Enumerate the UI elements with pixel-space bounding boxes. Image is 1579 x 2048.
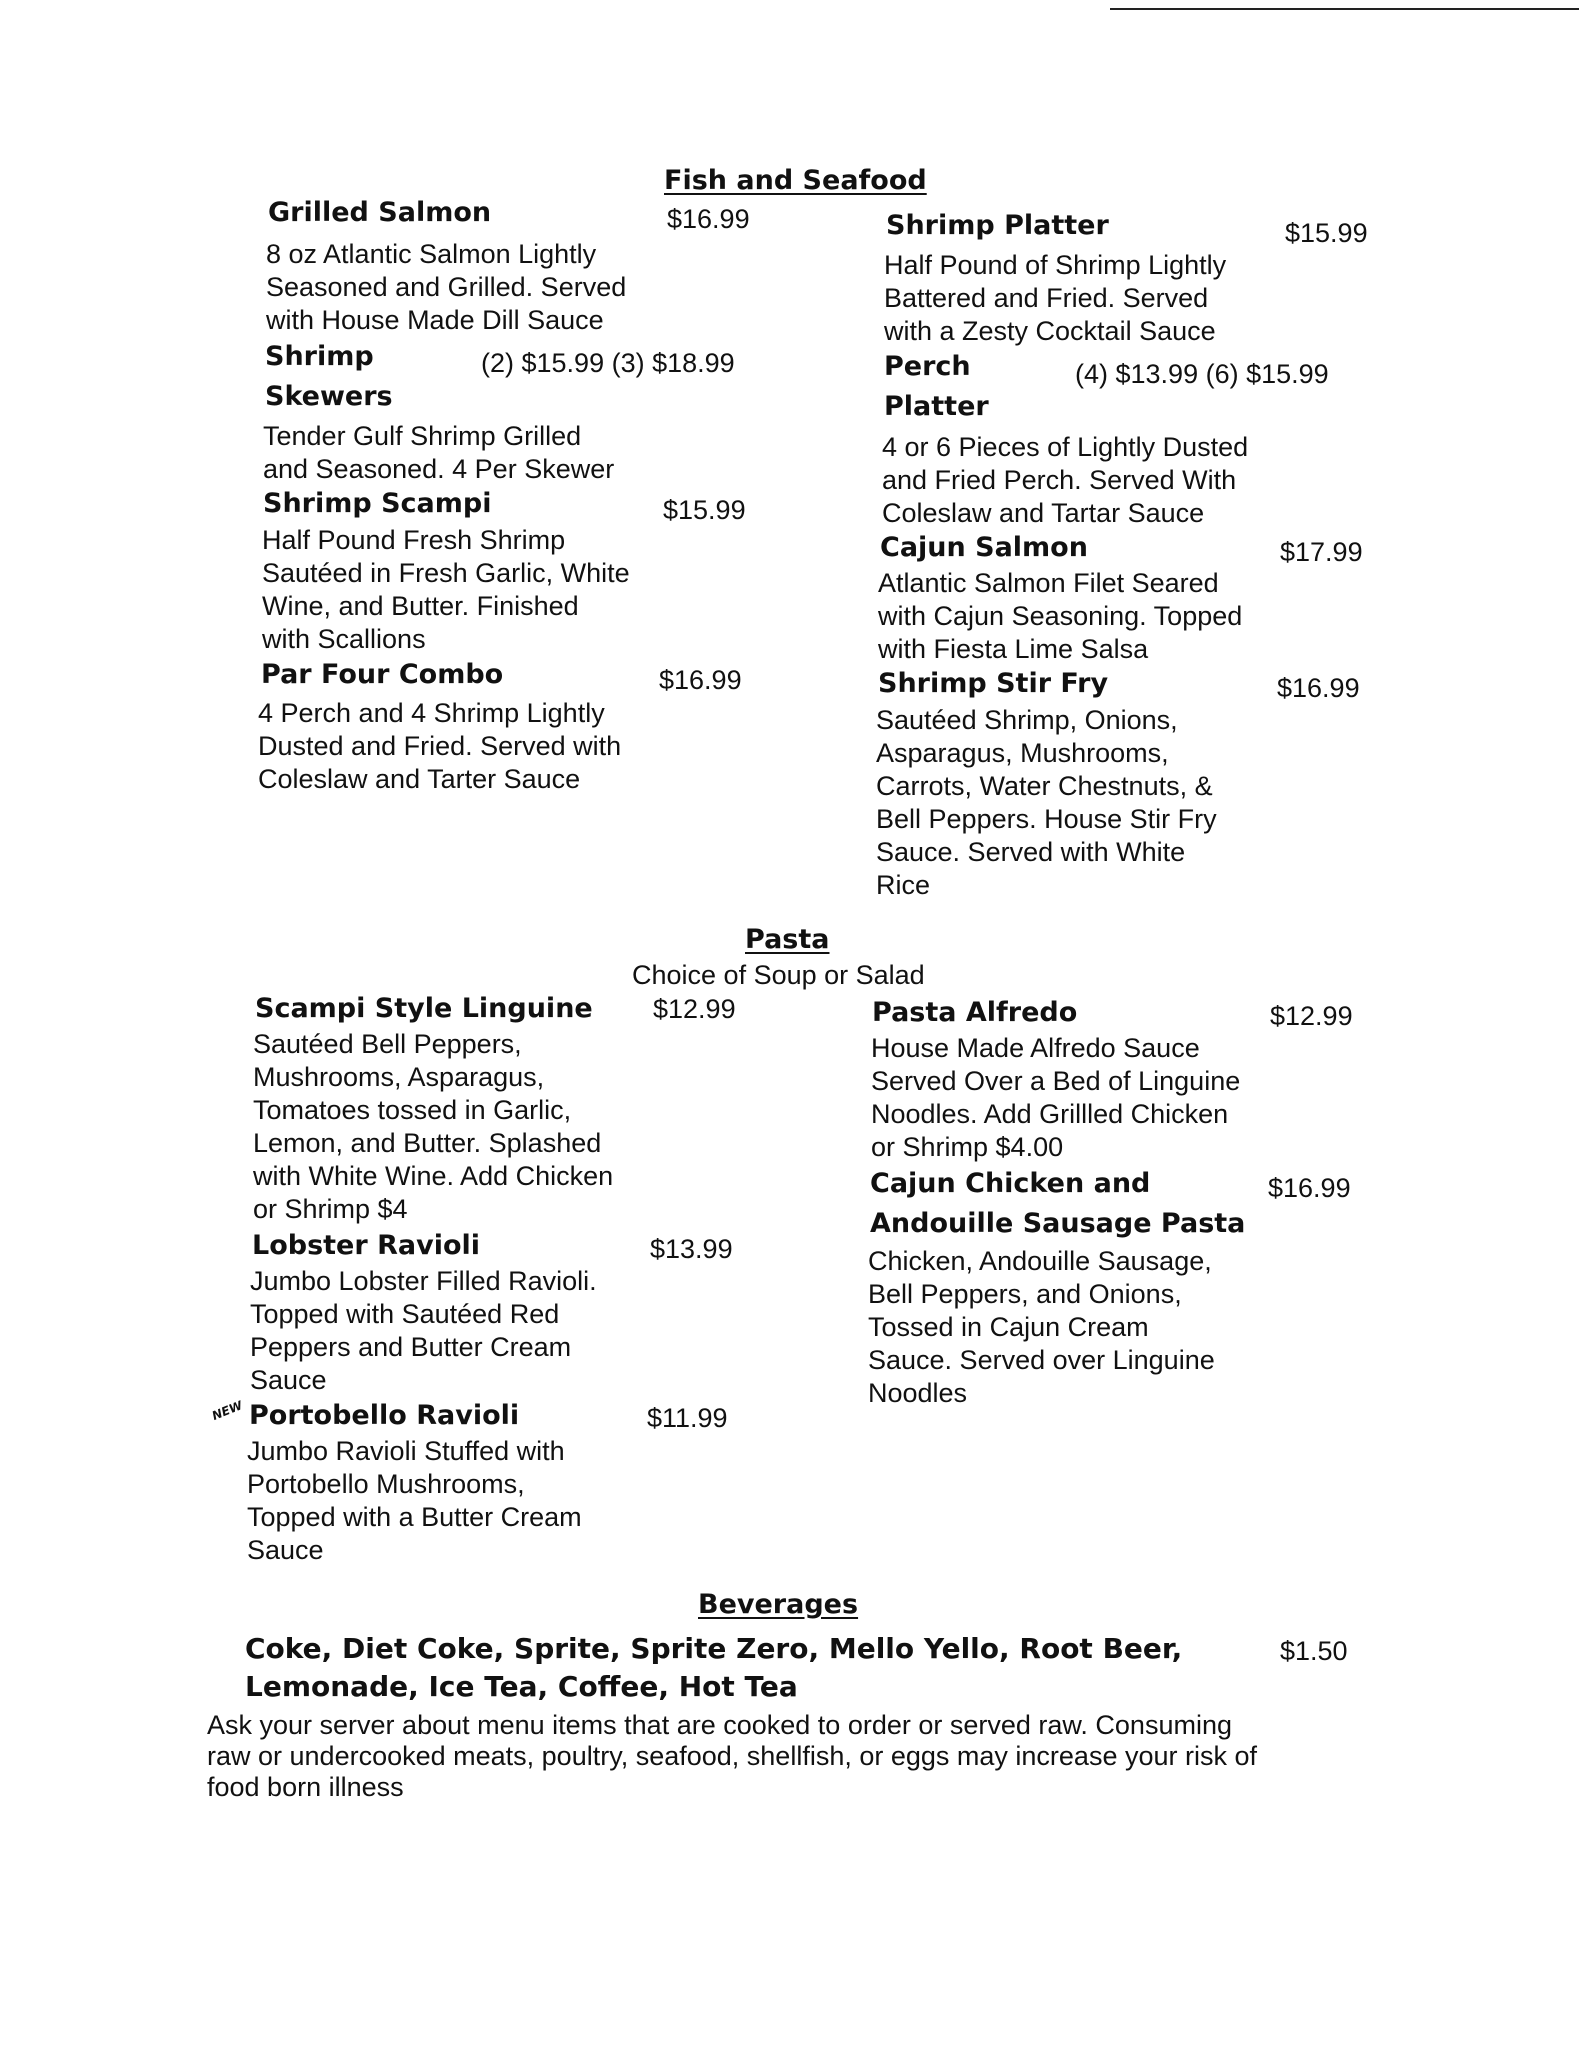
- item-price: $16.99: [1268, 1173, 1351, 1203]
- item-price: $16.99: [659, 665, 742, 695]
- fish-heading: Fish and Seafood: [664, 165, 927, 196]
- item-desc: Jumbo Lobster Filled Ravioli. Topped with Sautéed Red Peppers and Butter Cream Sauce: [250, 1266, 597, 1395]
- item-name: Perch Platter: [884, 351, 989, 422]
- item-price: $12.99: [653, 994, 736, 1024]
- item-desc: Chicken, Andouille Sausage, Bell Peppers, and Onions, Tossed in Cajun Cream Sauce. Served over Linguine Noodles: [868, 1246, 1215, 1408]
- item-desc: Jumbo Ravioli Stuffed with Portobello Mushrooms, Topped with a Butter Cream Sauce: [247, 1436, 582, 1565]
- food-safety-notice: Ask your server about menu items that are cooked to order or served raw. Consuming raw or undercooked meats, poultry, seafood, shellfish, or eggs may increase your risk of food born illness: [207, 1710, 1257, 1802]
- item-desc: Atlantic Salmon Filet Seared with Cajun Seasoning. Topped with Fiesta Lime Salsa: [878, 568, 1243, 664]
- new-badge: NEW: [210, 1398, 245, 1423]
- item-price: $15.99: [1285, 218, 1368, 248]
- item-desc: House Made Alfredo Sauce Served Over a Bed of Linguine Noodles. Add Grillled Chicken or Shrimp $4.00: [871, 1033, 1241, 1162]
- item-price: (4) $13.99 (6) $15.99: [1075, 359, 1329, 389]
- item-name: Lobster Ravioli: [252, 1230, 481, 1261]
- item-desc: Half Pound of Shrimp Lightly Battered and Fried. Served with a Zesty Cocktail Sauce: [884, 250, 1227, 346]
- item-desc: Half Pound Fresh Shrimp Sautéed in Fresh Garlic, White Wine, and Butter. Finished with Scallions: [262, 525, 630, 654]
- pasta-subtitle: Choice of Soup or Salad: [632, 960, 925, 990]
- item-desc: 4 Perch and 4 Shrimp Lightly Dusted and Fried. Served with Coleslaw and Tarter Sauce: [258, 698, 622, 794]
- pasta-heading: Pasta: [745, 924, 830, 955]
- item-price: $16.99: [1277, 673, 1360, 703]
- beverage-price: $1.50: [1280, 1636, 1348, 1666]
- item-name: Grilled Salmon: [268, 197, 492, 228]
- item-desc: Sautéed Shrimp, Onions, Asparagus, Mushrooms, Carrots, Water Chestnuts, & Bell Peppers. House Stir Fry Sauce. Served with White Rice: [876, 705, 1217, 900]
- item-desc: 8 oz Atlantic Salmon Lightly Seasoned and Grilled. Served with House Made Dill Sauce: [266, 239, 627, 335]
- top-rule: [1110, 8, 1579, 10]
- item-name: Scampi Style Linguine: [255, 993, 593, 1024]
- item-price: $11.99: [647, 1403, 728, 1433]
- item-price: $13.99: [650, 1234, 733, 1264]
- item-name: Pasta Alfredo: [872, 997, 1078, 1028]
- item-name: Cajun Salmon: [880, 532, 1088, 563]
- item-name: Shrimp Platter: [886, 210, 1109, 241]
- item-desc: Tender Gulf Shrimp Grilled and Seasoned. 4 Per Skewer: [263, 421, 615, 484]
- item-price: $16.99: [667, 204, 750, 234]
- item-desc: Sautéed Bell Peppers, Mushrooms, Asparagus, Tomatoes tossed in Garlic, Lemon, and Butter. Splashed with White Wine. Add Chicken or Shrimp $4: [253, 1029, 614, 1224]
- item-name: Portobello Ravioli: [249, 1400, 520, 1431]
- beverage-list: Coke, Diet Coke, Sprite, Sprite Zero, Mello Yello, Root Beer, Lemonade, Ice Tea, Coffee, Hot Tea: [245, 1632, 1183, 1703]
- item-price: $17.99: [1280, 537, 1363, 567]
- item-desc: 4 or 6 Pieces of Lightly Dusted and Fried Perch. Served With Coleslaw and Tartar Sauce: [882, 432, 1249, 528]
- item-price: $15.99: [663, 495, 746, 525]
- item-name: Par Four Combo: [261, 659, 504, 690]
- item-name: Shrimp Stir Fry: [878, 668, 1109, 699]
- item-price: $12.99: [1270, 1001, 1353, 1031]
- item-name: Cajun Chicken and Andouille Sausage Pasta: [870, 1168, 1246, 1239]
- beverages-heading: Beverages: [698, 1589, 859, 1620]
- item-price: (2) $15.99 (3) $18.99: [481, 348, 735, 378]
- item-name: Shrimp Skewers: [265, 341, 393, 412]
- item-name: Shrimp Scampi: [263, 488, 492, 519]
